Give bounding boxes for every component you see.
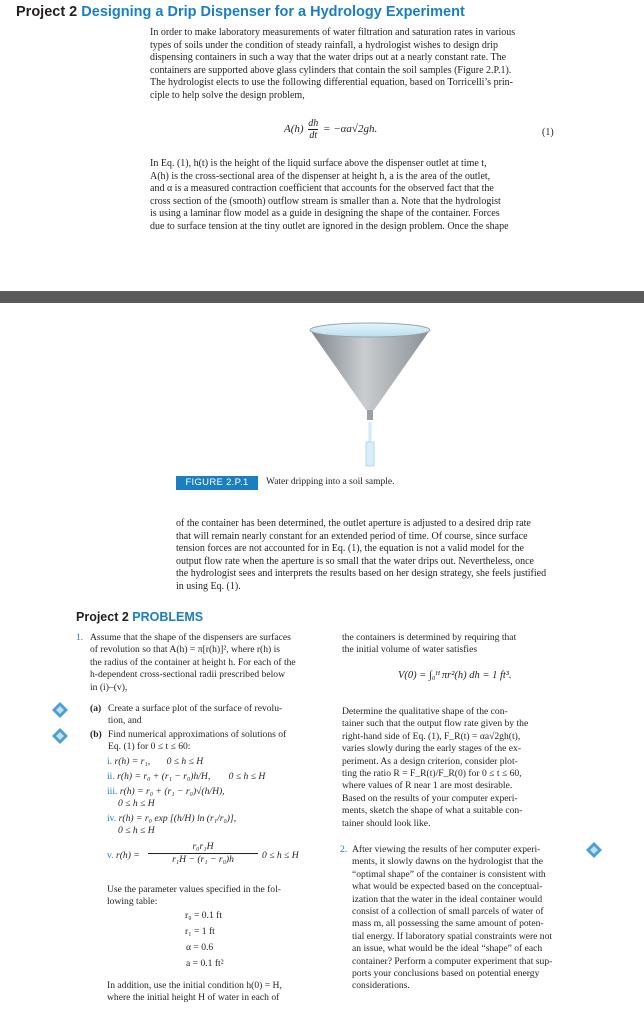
radius-item-ii bbox=[107, 771, 265, 783]
problems-heading-project: Project 2 bbox=[76, 610, 129, 624]
figure-caption: Water dripping into a soil sample. bbox=[266, 477, 395, 487]
problem-2-line: “optimal shape” of the container is consistent with bbox=[352, 868, 546, 880]
radius-item-iv-range bbox=[118, 825, 155, 837]
glass-cylinder bbox=[366, 442, 374, 466]
determine-line: right-hand side of Eq. (1), F_R(t) = αa√2gh(t), bbox=[342, 730, 521, 742]
part-b-label: (b) bbox=[90, 729, 102, 740]
item-expression: r(h) = r₀ + (r₁ − r₀)√(h/H), bbox=[119, 786, 225, 797]
exercise-marker-icon[interactable] bbox=[586, 842, 602, 858]
problem-1-line: Assume that the shape of the dispensers are surfaces bbox=[90, 632, 291, 643]
right-intro bbox=[342, 632, 582, 657]
part-b-line: Find numerical approximations of solutions of bbox=[108, 729, 287, 740]
derivative bbox=[308, 118, 318, 141]
explain-line: is using a laminar flow model as a guide in designing the shape of the container. Forces bbox=[150, 208, 500, 220]
problem-1-text bbox=[90, 632, 322, 694]
item-expression: r(h) = bbox=[115, 850, 140, 861]
problem-2-line: ments, it slowly dawns on the hydrologist that the bbox=[352, 856, 544, 868]
problem-1-line: in (i)–(v), bbox=[90, 681, 128, 693]
item-range: 0 ≤ h ≤ H bbox=[228, 771, 266, 782]
problem-2-line: tial energy. If laboratory spatial constraints were not bbox=[352, 930, 553, 942]
intro-line: ciple to help solve the design problem, bbox=[150, 89, 305, 101]
problem-2-line: considerations. bbox=[352, 980, 410, 992]
param-r1: r₁ = 1 ft bbox=[185, 926, 215, 937]
item-number: iii. bbox=[107, 786, 118, 797]
problem-2-number: 2. bbox=[340, 844, 348, 855]
exercise-marker-icon[interactable] bbox=[52, 702, 68, 718]
part-b-line: Eq. (1) for 0 ≤ t ≤ 60: bbox=[108, 741, 191, 753]
item-range: 0 ≤ h ≤ H bbox=[262, 850, 299, 861]
explain-line: due to surface tension at the tiny outlet are ignored in the design problem. Once the shape bbox=[150, 220, 509, 232]
volume-equation: V(0) = ∫₀ᴴ πr²(h) dh = 1 ft³. bbox=[398, 670, 512, 681]
explain-line: cross section of the (smooth) outflow stream is smaller than a. Note that the hydrologist bbox=[150, 195, 501, 207]
problem-2-line: mass m, all possessing the same amount of poten- bbox=[352, 918, 544, 930]
item-number: v. bbox=[107, 850, 114, 861]
equation-1 bbox=[284, 118, 377, 141]
intro-line: types of soils under the condition of steady rainfall, a hydrologist wishes to design drip bbox=[150, 39, 498, 51]
determine-paragraph bbox=[342, 706, 582, 830]
item-range: 0 ≤ h ≤ H bbox=[118, 798, 155, 809]
problem-1 bbox=[76, 632, 322, 694]
equation-rhs: = −αa√2gh. bbox=[323, 123, 378, 136]
part-b bbox=[90, 729, 322, 754]
item-range: 0 ≤ h ≤ H bbox=[166, 756, 204, 767]
problem-2 bbox=[340, 844, 584, 993]
problem-1-line: of revolution so that A(h) = π[r(h)]², where r(h) is bbox=[90, 644, 281, 656]
determine-line: tainer such that the output flow rate given by the bbox=[342, 718, 529, 730]
problem-1-intro bbox=[76, 632, 322, 694]
funnel-body bbox=[310, 330, 430, 410]
radius-item-i bbox=[107, 756, 203, 768]
determine-line: ting the ratio R = F_R(t)/F_R(0) for 0 ≤ t ≤ 60, bbox=[342, 768, 522, 780]
explain-line: In Eq. (1), h(t) is the height of the liquid surface above the dispenser outlet at time t, bbox=[150, 158, 487, 169]
continued-line: output flow rate when the aperture is so small that the water drips out. Nevertheless, once bbox=[176, 555, 534, 567]
right-intro-line: the initial volume of water satisfies bbox=[342, 644, 478, 656]
item-expression: r(h) = r₀ + (r₁ − r₀)h/H, bbox=[117, 771, 211, 782]
problem-2-line: consist of a collection of small parcels of water of bbox=[352, 906, 544, 918]
problem-1-line: h-dependent cross-sectional radii prescribed below bbox=[90, 669, 285, 681]
continued-line: that will remain nearly constant for an extended period of time. Of course, since surface bbox=[176, 530, 528, 542]
equation-lhs: A(h) bbox=[284, 123, 304, 136]
page-title bbox=[16, 4, 465, 20]
params-intro-line: lowing table: bbox=[107, 896, 158, 908]
intro-line: containers are supported above glass cylinders that contain the soil samples (Figure 2.P.1). bbox=[150, 64, 512, 76]
intro-paragraph bbox=[150, 27, 558, 103]
determine-line: varies slowly during the early stages of the ex- bbox=[342, 743, 522, 755]
problems-heading-label: PROBLEMS bbox=[132, 610, 204, 624]
determine-line: ments, sketch the shape of what a suitable con- bbox=[342, 805, 523, 817]
explain-line: A(h) is the cross-sectional area of the dispenser at height h, a is the area of the outlet, bbox=[150, 170, 491, 182]
item-number: iv. bbox=[107, 813, 117, 824]
problems-heading bbox=[76, 610, 203, 624]
problem-2-line: ports your conclusions based on potential energy bbox=[352, 968, 540, 980]
page-break-band bbox=[0, 291, 644, 303]
problem-2-line: container? Perform a computer experiment that sup- bbox=[352, 955, 553, 967]
radius-item-v-range bbox=[262, 850, 299, 862]
radius-item-v bbox=[107, 850, 140, 862]
item-expression: r(h) = r₀ exp [(h/H) ln (r₁/r₀)], bbox=[118, 813, 237, 824]
project-title: Designing a Drip Dispenser for a Hydrology Experiment bbox=[81, 4, 465, 20]
continued-line: in using Eq. (1). bbox=[176, 580, 241, 592]
determine-line: tainer should look like. bbox=[342, 817, 431, 829]
continued-line: of the container has been determined, the outlet aperture is adjusted to a desired drip rate bbox=[176, 518, 531, 529]
continued-line: the hydrologist sees and interprets the results based on her design strategy, she feels justified bbox=[176, 568, 547, 580]
funnel-outlet bbox=[367, 410, 373, 420]
figure-label: FIGURE 2.P.1 bbox=[176, 476, 258, 490]
problem-2-line: an issue, what would be the ideal “shape” of each bbox=[352, 943, 543, 955]
continued-line: tension forces are not accounted for in Eq. (1), the equation is not a valid model for the bbox=[176, 543, 524, 555]
radius-item-v-fraction bbox=[148, 841, 258, 867]
equation-number: (1) bbox=[542, 127, 554, 138]
radius-item-iii bbox=[107, 786, 225, 798]
closing-line: where the initial height H of water in each of bbox=[107, 992, 280, 1004]
part-a-line: tion, and bbox=[108, 715, 142, 727]
water-surface bbox=[310, 323, 430, 337]
part-a-line: Create a surface plot of the surface of revolu- bbox=[108, 703, 283, 714]
fraction-numerator: r₀r₁H bbox=[148, 841, 258, 854]
problem-2-line: what would be expected based on the conceptual- bbox=[352, 881, 543, 893]
problem-2-line: ization that the water in the ideal container would bbox=[352, 893, 543, 905]
problem-2-line: After viewing the results of her computer experi- bbox=[352, 844, 541, 855]
determine-line: where values of R near 1 are most desirable. bbox=[342, 780, 513, 792]
determine-line: Based on the results of your computer experi- bbox=[342, 792, 518, 804]
part-a bbox=[90, 703, 322, 728]
param-alpha: α = 0.6 bbox=[186, 942, 214, 953]
derivative-denominator: dt bbox=[309, 130, 318, 141]
item-number: i. bbox=[107, 756, 113, 767]
closing-text bbox=[107, 980, 322, 1005]
project-number: Project 2 bbox=[16, 4, 78, 20]
continued-paragraph bbox=[176, 518, 582, 594]
derivative-numerator: dh bbox=[308, 118, 319, 129]
problem-1-number: 1. bbox=[76, 632, 84, 643]
exercise-marker-icon[interactable] bbox=[52, 728, 68, 744]
param-r0: r₀ = 0.1 ft bbox=[185, 910, 222, 921]
radius-item-iv bbox=[107, 813, 236, 825]
item-expression: r(h) = r₁, bbox=[114, 756, 151, 767]
params-intro bbox=[107, 884, 322, 909]
intro-line: The hydrologist elects to use the following differential equation, based on Torricelli’s prin- bbox=[150, 77, 514, 89]
determine-line: Determine the qualitative shape of the con- bbox=[342, 706, 508, 717]
determine-line: periment. As a design criterion, consider plot- bbox=[342, 755, 518, 767]
explain-line: and α is a measured contraction coefficient that accounts for the observed fact that the bbox=[150, 183, 494, 195]
drip-dispenser-illustration bbox=[300, 318, 440, 468]
explain-paragraph bbox=[150, 158, 558, 234]
intro-line: In order to make laboratory measurements of water filtration and saturation rates in various bbox=[150, 27, 516, 38]
intro-line: dispensing containers in such a way that the water drips out at a nearly constant rate. The bbox=[150, 52, 507, 64]
radius-item-iii-range bbox=[118, 798, 155, 810]
closing-line: In addition, use the initial condition h(0) = H, bbox=[107, 980, 282, 991]
params-intro-line: Use the parameter values specified in the fol- bbox=[107, 884, 281, 895]
problem-1-line: the radius of the container at height h. For each of the bbox=[90, 656, 296, 668]
item-number: ii. bbox=[107, 771, 115, 782]
fraction-denominator: r₁H − (r₁ − r₀)h bbox=[172, 854, 234, 866]
right-intro-line: the containers is determined by requiring that bbox=[342, 632, 517, 643]
item-range: 0 ≤ h ≤ H bbox=[118, 825, 155, 836]
part-a-label: (a) bbox=[90, 703, 102, 714]
param-a: a = 0.1 ft² bbox=[186, 958, 224, 969]
